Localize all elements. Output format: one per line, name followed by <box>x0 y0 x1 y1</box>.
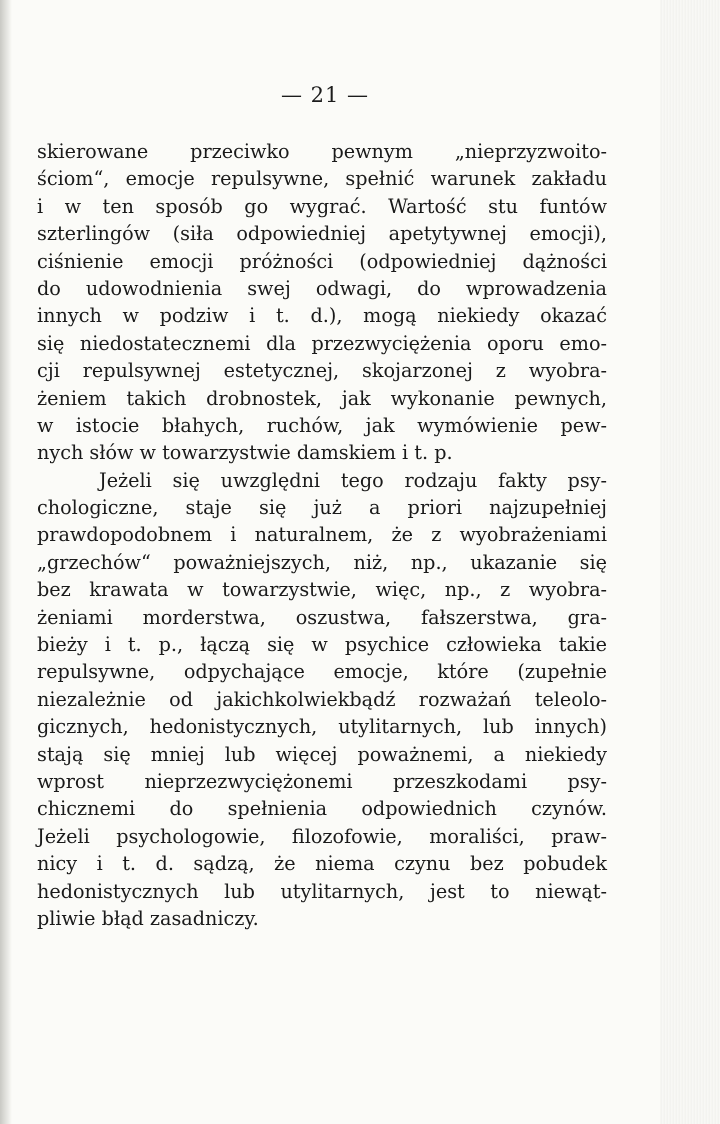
text-line: żeniem takich drobnostek, jak wykonanie pewnych, <box>37 386 607 410</box>
text-line: się niedostatecznemi dla przezwyciężenia oporu emo- <box>37 331 607 355</box>
text-line: stają się mniej lub więcej poważnemi, a niekiedy <box>37 742 607 766</box>
text-line: bez krawata w towarzystwie, więc, np., z wyobra- <box>37 578 607 602</box>
spine-shadow <box>0 0 12 1124</box>
text-line: Jeżeli psychologowie, filozofowie, moraliści, praw- <box>37 824 607 848</box>
body-text <box>37 138 607 932</box>
text-line: w istocie błahych, ruchów, jak wymówienie pew- <box>37 413 607 437</box>
text-line: skierowane przeciwko pewnym „nieprzyzwoito- <box>37 140 607 163</box>
text-line: nicy i t. d. sądzą, że niema czynu bez pobudek <box>37 852 607 876</box>
text-line: i w ten sposób go wygrać. Wartość stu funtów <box>37 194 607 218</box>
text-line: cji repulsywnej estetycznej, skojarzonej z wyobra- <box>37 359 607 383</box>
text-line: niezależnie od jakichkolwiekbądź rozważań teleolo- <box>37 687 607 711</box>
text-line: nych słów w towarzystwie damskiem i t. p. <box>37 441 453 465</box>
text-line: Jeżeli się uwzględni tego rodzaju fakty psy- <box>99 468 607 492</box>
text-line: do udowodnienia swej odwagi, do wprowadzenia <box>37 276 607 300</box>
text-line: repulsywne, odpychające emocje, które (zupełnie <box>37 660 607 684</box>
text-line: pliwie błąd zasadniczy. <box>37 906 259 930</box>
page-edge-texture <box>660 0 720 1124</box>
text-line: hedonistycznych lub utylitarnych, jest to niewąt- <box>37 879 607 903</box>
text-line: wprost nieprzezwyciężonemi przeszkodami psy- <box>37 769 607 793</box>
text-line: innych w podziw i t. d.), mogą niekiedy okazać <box>37 304 607 328</box>
text-line: szterlingów (siła odpowiedniej apetytywnej emocji), <box>37 222 607 246</box>
text-line: ciśnienie emocji próżności (odpowiedniej dążności <box>37 249 607 273</box>
text-line: bieży i t. p., łączą się w psychice człowieka takie <box>37 633 607 657</box>
text-line: chicznemi do spełnienia odpowiednich czynów. <box>37 797 607 821</box>
text-line: chologiczne, staje się już a priori najzupełniej <box>37 496 607 520</box>
text-line: żeniami morderstwa, oszustwa, fałszerstwa, gra- <box>37 605 607 629</box>
page-number: — 21 — <box>280 83 370 107</box>
text-line: prawdopodobnem i naturalnem, że z wyobrażeniami <box>37 523 607 547</box>
text-line: „grzechów“ poważniejszych, niż, np., ukazanie się <box>37 550 607 574</box>
text-line: ściom“, emocje repulsywne, spełnić warunek zakładu <box>37 167 607 191</box>
text-line: gicznych, hedonistycznych, utylitarnych, lub innych) <box>37 715 607 739</box>
